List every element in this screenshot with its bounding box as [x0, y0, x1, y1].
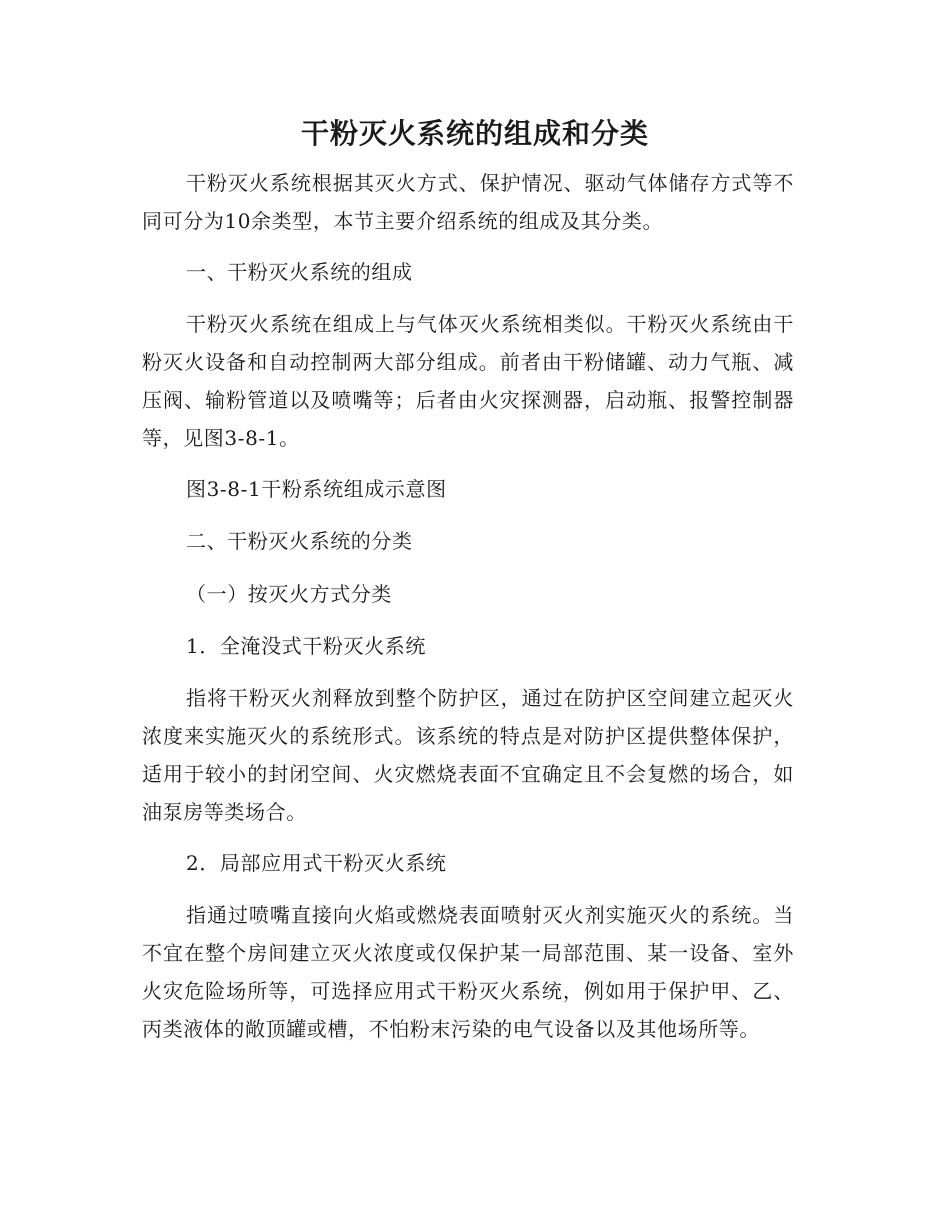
composition-paragraph: 干粉灭火系统在组成上与气体灭火系统相类似。干粉灭火系统由干粉灭火设备和自动控制两大部分组成。前者由干粉储罐、动力气瓶、减压阀、输粉管道以及喷嘴等；后者由火灾探测器，启动瓶、报警控制器等，见图3-8-1。 — [142, 312, 794, 450]
section-heading-classification: 二、干粉灭火系统的分类 — [186, 529, 413, 553]
item-heading-total-flooding: 1．全淹没式干粉灭火系统 — [186, 634, 426, 658]
section-heading-composition: 一、干粉灭火系统的组成 — [186, 260, 413, 284]
document-title: 干粉灭火系统的组成和分类 — [300, 117, 649, 150]
intro-paragraph: 干粉灭火系统根据其灭火方式、保护情况、驱动气体储存方式等不同可分为10余类型，本节主要介绍系统的组成及其分类。 — [142, 171, 794, 233]
subsection-heading-extinguishing-method: （一）按灭火方式分类 — [186, 582, 392, 606]
figure-caption: 图3-8-1干粉系统组成示意图 — [186, 477, 447, 501]
local-application-paragraph: 指通过喷嘴直接向火焰或燃烧表面喷射灭火剂实施灭火的系统。当不宜在整个房间建立灭火浓度或仅保护某一局部范围、某一设备、室外火灾危险场所等，可选择应用式干粉灭火系统，例如用于保护甲、乙、丙类液体的敞顶罐或槽，不怕粉末污染的电气设备以及其他场所等。 — [142, 903, 794, 1041]
total-flooding-paragraph: 指将干粉灭火剂释放到整个防护区，通过在防护区空间建立起灭火浓度来实施灭火的系统形式。该系统的特点是对防护区提供整体保护，适用于较小的封闭空间、火灾燃烧表面不宜确定且不会复燃的场合，如油泵房等类场合。 — [142, 686, 794, 824]
item-heading-local-application: 2．局部应用式干粉灭火系统 — [186, 851, 447, 875]
